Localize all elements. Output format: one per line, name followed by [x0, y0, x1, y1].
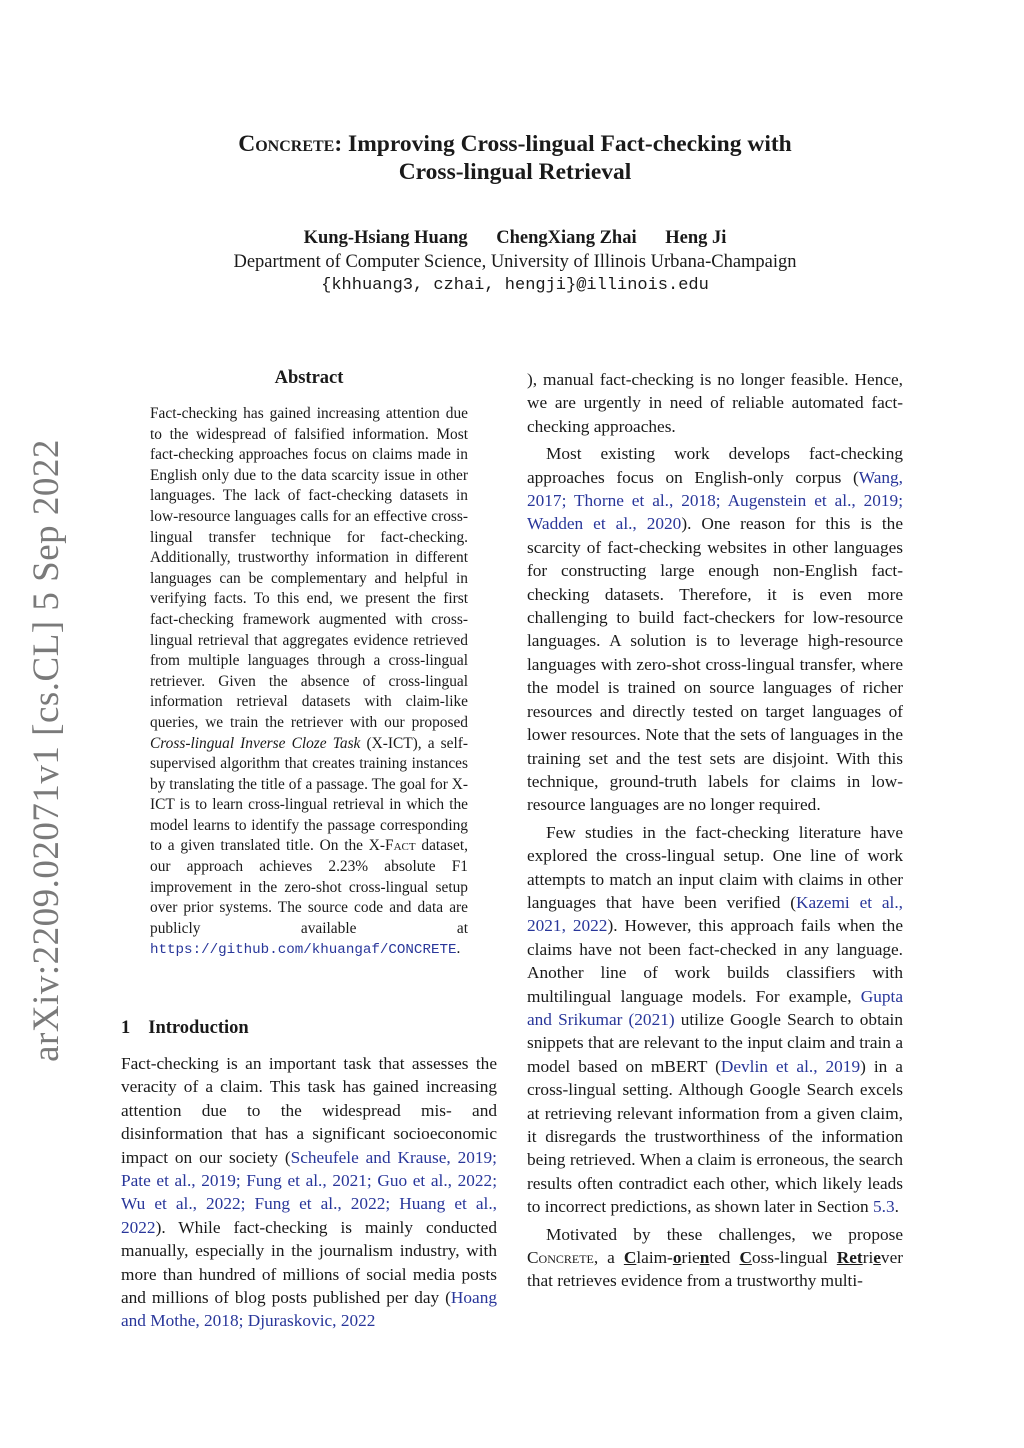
- section-heading-introduction: [121, 1016, 249, 1040]
- abstract-body: [150, 404, 468, 961]
- intro-paragraph-3: [527, 821, 903, 1219]
- section-number: 1: [121, 1018, 131, 1038]
- intro-paragraph-1: [121, 1052, 497, 1333]
- section-title: Introduction: [148, 1018, 249, 1038]
- author-list: [120, 226, 910, 250]
- paper-title: [120, 130, 910, 186]
- acronym-text: ver: [880, 1248, 903, 1268]
- affiliation: Department of Computer Science, University of Illinois Urbana-Champaign: [233, 252, 797, 272]
- citation-link[interactable]: Hoang and Mothe, 2018; Djuraskovic, 2022: [121, 1288, 497, 1331]
- paragraph-text: ). While fact-checking is mainly conducted manually, especially in the journalism industry, with more than hundred of millions of social media posts and millions of blog posts published per day (: [121, 1217, 497, 1308]
- abstract-text: (X-ICT), a self-supervised algorithm that creates training instances by translating the title of a passage. The goal for X-ICT is to learn cross-lingual retrieval in which the model learns to identify the passage corresponding to a given translated title. On the: [150, 734, 468, 855]
- task-name: Cross-lingual Inverse Cloze Task: [150, 734, 361, 752]
- abstract-heading: Abstract: [274, 368, 344, 388]
- paragraph-text: Fact-checking is an important task that assesses the veracity of a claim. This task has gained increasing attention due to the widespread mis- and disinformation that has a significant socioeconomic impact on our society (: [121, 1054, 497, 1167]
- paragraph-text: .: [894, 1197, 899, 1217]
- paragraph-text: , a: [593, 1248, 624, 1268]
- paragraph-text: that retrieves evidence from a trustworthy multi-: [527, 1271, 863, 1291]
- paragraph-text: Most existing work develops fact-checking approaches focus on English-only corpus (: [527, 444, 903, 487]
- citation-link[interactable]: Wang, 2017; Thorne et al., 2018; Augenstein et al., 2019; Wadden et al., 2020: [527, 467, 903, 534]
- paragraph-text: ). However, this approach fails when the claims have not been fact-checked in any language. Another line of work builds classifiers with multilingual language models. For example,: [527, 916, 903, 1006]
- right-column: [527, 368, 903, 1297]
- intro-paragraph-1-continued: [527, 368, 903, 438]
- acronym-text: laim-: [636, 1248, 673, 1268]
- citation-link[interactable]: Gupta and Srikumar (2021): [527, 986, 903, 1029]
- abstract-text: .: [456, 940, 461, 958]
- paragraph-text: ) in a cross-lingual setting. Although Google Search excels at retrieving relevant information from a given claim, it disregards the trustworthiness of the information being retrieved. When a claim is erroneous, the search results often contradict each other, which likely leads to incorrect predictions, as shown later in Section: [527, 1056, 903, 1217]
- paragraph-text: Few studies in the fact-checking literature have explored the cross-lingual setup. One line of work attempts to match an input claim with claims in other languages that have been verified (: [527, 822, 903, 912]
- title-line1: : Improving Cross-lingual Fact-checking with: [334, 131, 792, 157]
- acronym-text: ri: [862, 1248, 874, 1268]
- acronym-text: rie: [681, 1248, 700, 1268]
- dataset-name: X-Fact: [368, 837, 416, 855]
- author-name: Heng Ji: [665, 228, 727, 248]
- citation-link[interactable]: Kazemi et al., 2021, 2022: [527, 892, 903, 936]
- system-name: Concrete: [527, 1248, 594, 1268]
- abstract-text: dataset, our approach achieves 2.23% absolute F1 improvement in the zero-shot cross-lingual setup over prior systems. The source code and data are publicly available at: [150, 837, 468, 937]
- section-reference-link[interactable]: 5.3: [873, 1197, 895, 1217]
- author-name: Kung-Hsiang Huang: [303, 228, 468, 248]
- acronym-letter: n: [699, 1248, 710, 1268]
- acronym-letter: e: [873, 1248, 881, 1268]
- title-line2: Cross-lingual Retrieval: [398, 159, 632, 185]
- intro-paragraph-2: [527, 442, 903, 817]
- acronym-letter: Ret: [836, 1248, 863, 1268]
- acronym-text: ted: [709, 1248, 740, 1268]
- paragraph-text: ). One reason for this is the scarcity of fact-checking websites in other languages for constructing large enough non-English fact-checking datasets. Therefore, it is even more challenging to build fact-checkers for low-resource languages. A solution is to leverage high-resource languages with zero-shot cross-lingual transfer, where the model is trained on source languages of richer resources and directly tested on target languages of lower resources. Note that the sets of languages in the training set and the test sets are disjoint. With this technique, ground-truth labels for claims in low-resource languages are no longer required.: [527, 514, 903, 815]
- citation-link[interactable]: Devlin et al., 2019: [720, 1056, 861, 1076]
- paragraph-text: Motivated by these challenges, we propose: [546, 1224, 903, 1244]
- abstract-text: Fact-checking has gained increasing attention due to the widespread of falsified information. Most fact-checking approaches focus on claims made in English only due to the data scarcity issue in other languages. The lack of fact-checking datasets in low-resource languages calls for an effective cross-lingual transfer technique for fact-checking. Additionally, trustworthy information in different languages can be complementary and helpful in verifying facts. To this end, we present the first fact-checking framework augmented with cross-lingual retrieval that aggregates evidence retrieved from multiple languages through a cross-lingual retriever. Given the absence of cross-lingual information retrieval datasets with claim-like queries, we train the retriever with our proposed: [150, 405, 468, 731]
- code-url-link[interactable]: https://github.com/khuangaf/CONCRETE: [150, 942, 457, 959]
- author-emails: {khhuang3, czhai, hengji}@illinois.edu: [321, 276, 709, 295]
- author-name: ChengXiang Zhai: [496, 228, 637, 248]
- acronym-letter: o: [672, 1248, 682, 1268]
- title-system-name: Concrete: [238, 131, 335, 157]
- paragraph-text: ), manual fact-checking is no longer feasible. Hence, we are urgently in need of reliable automated fact-checking approaches.: [527, 370, 903, 436]
- paragraph-text: utilize Google Search to obtain snippets that are relevant to the input claim and train a model based on mBERT (: [527, 1009, 903, 1076]
- acronym-letter: C: [739, 1248, 752, 1268]
- intro-paragraph-4: [527, 1223, 903, 1293]
- system-acronym-expansion: [624, 1248, 903, 1267]
- acronym-text: oss-lingual: [751, 1248, 837, 1268]
- citation-link[interactable]: Scheufele and Krause, 2019; Pate et al., 2019; Fung et al., 2021; Guo et al., 2022; Wu et al., 2022; Fung et al., 2022; Huang et al., 2022: [121, 1147, 497, 1237]
- acronym-letter: C: [623, 1248, 637, 1268]
- arxiv-identifier-text: arXiv:2209.02071v1 [cs.CL] 5 Sep 2022: [25, 438, 67, 1062]
- arxiv-identifier-stamp: [20, 438, 72, 1062]
